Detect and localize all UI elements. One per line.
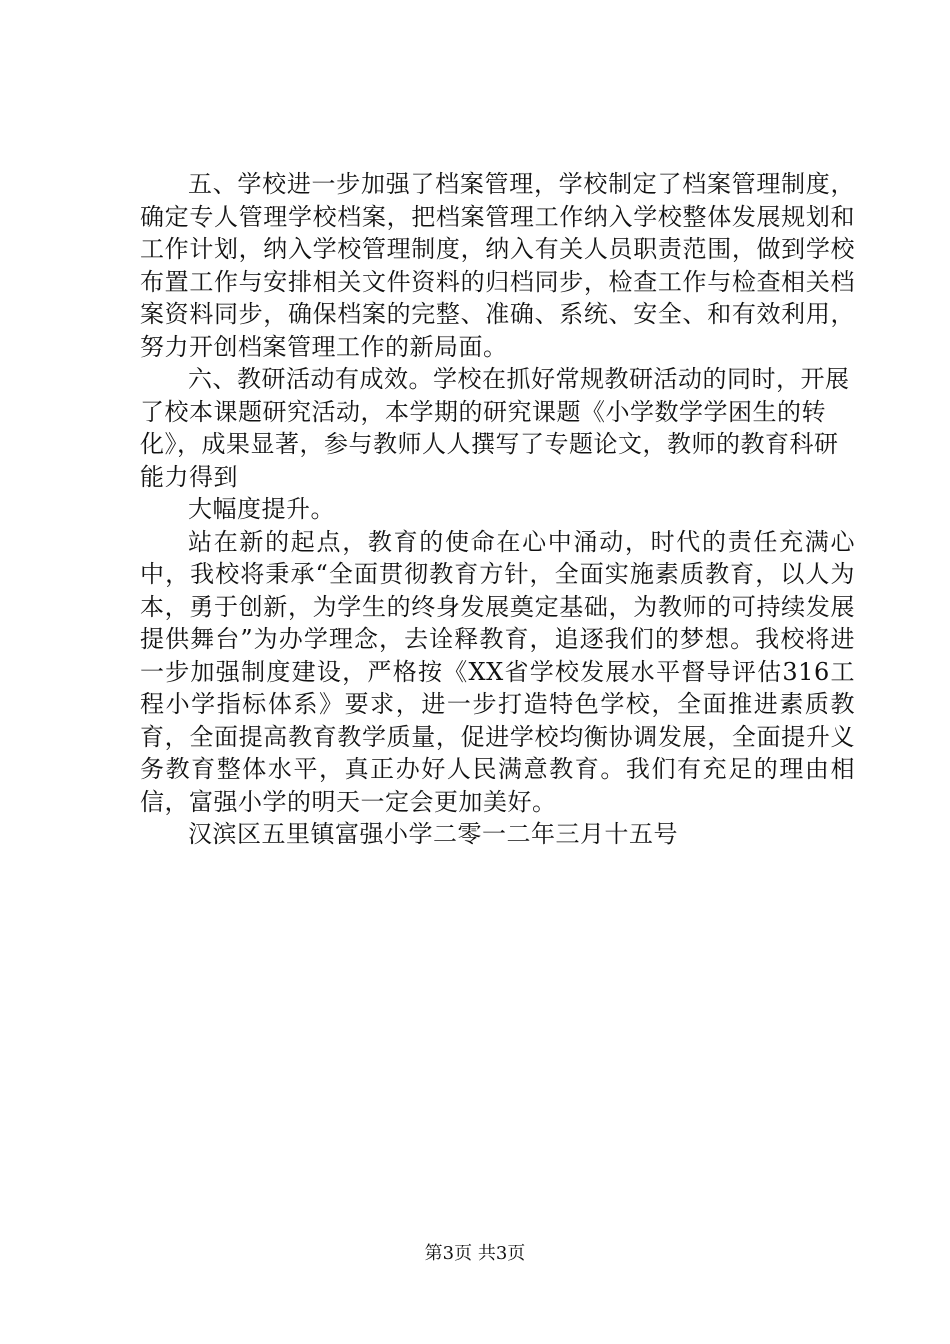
paragraph-archive-management: 五、学校进一步加强了档案管理，学校制定了档案管理制度，确定专人管理学校档案，把档案管理工作纳入学校整体发展规划和工作计划，纳入学校管理制度，纳入有关人员职责范围，做到学校布置工作与安排相关文件资料的归档同步，检查工作与检查相关档案资料同步，确保档案的完整、准确、系统、安全、和有效利用，努力开创档案管理工作的新局面。 (140, 170, 855, 361)
page-number-footer: 第3页 共3页 (424, 1243, 526, 1264)
paragraph-outlook: 站在新的起点，教育的使命在心中涌动，时代的责任充满心中，我校将秉承“全面贯彻教育方针，全面实施素质教育，以人为本，勇于创新，为学生的终身发展奠定基础，为教师的可持续发展提供舞台”为办学理念，去诠释教育，追逐我们的梦想。我校将进一步加强制度建设，严格按《XX省学校发展水平督导评估316工程小学指标体系》要求，进一步打造特色学校，全面推进素质教育，全面提高教育教学质量，促进学校均衡协调发展，全面提升义务教育整体水平，真正办好人民满意教育。我们有充足的理由相信，富强小学的明天一定会更加美好。 (140, 527, 855, 816)
paragraph-improvement: 大幅度提升。 (188, 495, 335, 523)
signature-date-line: 汉滨区五里镇富强小学二零一二年三月十五号 (188, 820, 678, 848)
paragraph-teaching-research: 六、教研活动有成效。学校在抓好常规教研活动的同时，开展了校本课题研究活动，本学期的研究课题《小学数学学困生的转化》，成果显著，参与教师人人撰写了专题论文，教师的教育科研能力得到 (140, 365, 850, 491)
document-body (140, 168, 855, 851)
